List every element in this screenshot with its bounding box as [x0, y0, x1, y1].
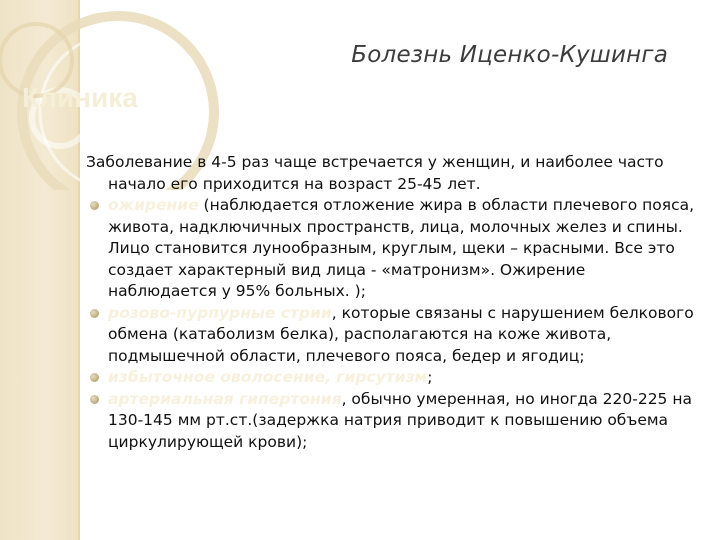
bullet-icon — [90, 373, 99, 382]
bullet-icon — [90, 395, 99, 404]
highlighted-term: избыточное оволосение, гирсутизм — [108, 368, 428, 386]
list-item — [86, 367, 698, 389]
list-item-text: , обычно умеренная, но иногда 220-225 на 130-145 мм рт.ст.(задержка натрия приводит к повышению объема циркулирующей крови); — [108, 389, 692, 451]
highlighted-term: ожирение — [108, 196, 199, 214]
list-item — [86, 303, 698, 368]
bullet-list — [86, 195, 698, 453]
bullet-icon — [90, 309, 99, 318]
list-item-text: ; — [427, 368, 433, 386]
section-heading: Клиника — [22, 82, 138, 113]
list-item — [86, 389, 698, 454]
bullet-icon — [90, 201, 99, 210]
list-item-text: (наблюдается отложение жира в области плечевого пояса, живота, надключичных пространств, лица, молочных желез и спины. Лицо становится лунообразным, круглым, щеки – красными. Все это создает характерный вид лица - «матронизм». Ожирение наблюдается у 95% больных. ); — [108, 196, 695, 300]
highlighted-term: розово-пурпурные стрии — [108, 303, 332, 322]
slide-title: Болезнь Иценко-Кушинга — [351, 42, 668, 68]
intro-paragraph: Заболевание в 4-5 раз чаще встречается у женщин, и наиболее часто начало его приходится на возраст 25-45 лет. — [86, 153, 664, 193]
slide-content — [86, 152, 698, 453]
highlighted-term: артериальная гипертония — [108, 389, 342, 408]
list-item-text: , которые связаны с нарушением белкового обмена (катаболизм белка), располагаются на коже живота, подмышечной области, плечевого пояса, бедер и ягодиц; — [108, 303, 694, 365]
list-item — [86, 195, 698, 303]
